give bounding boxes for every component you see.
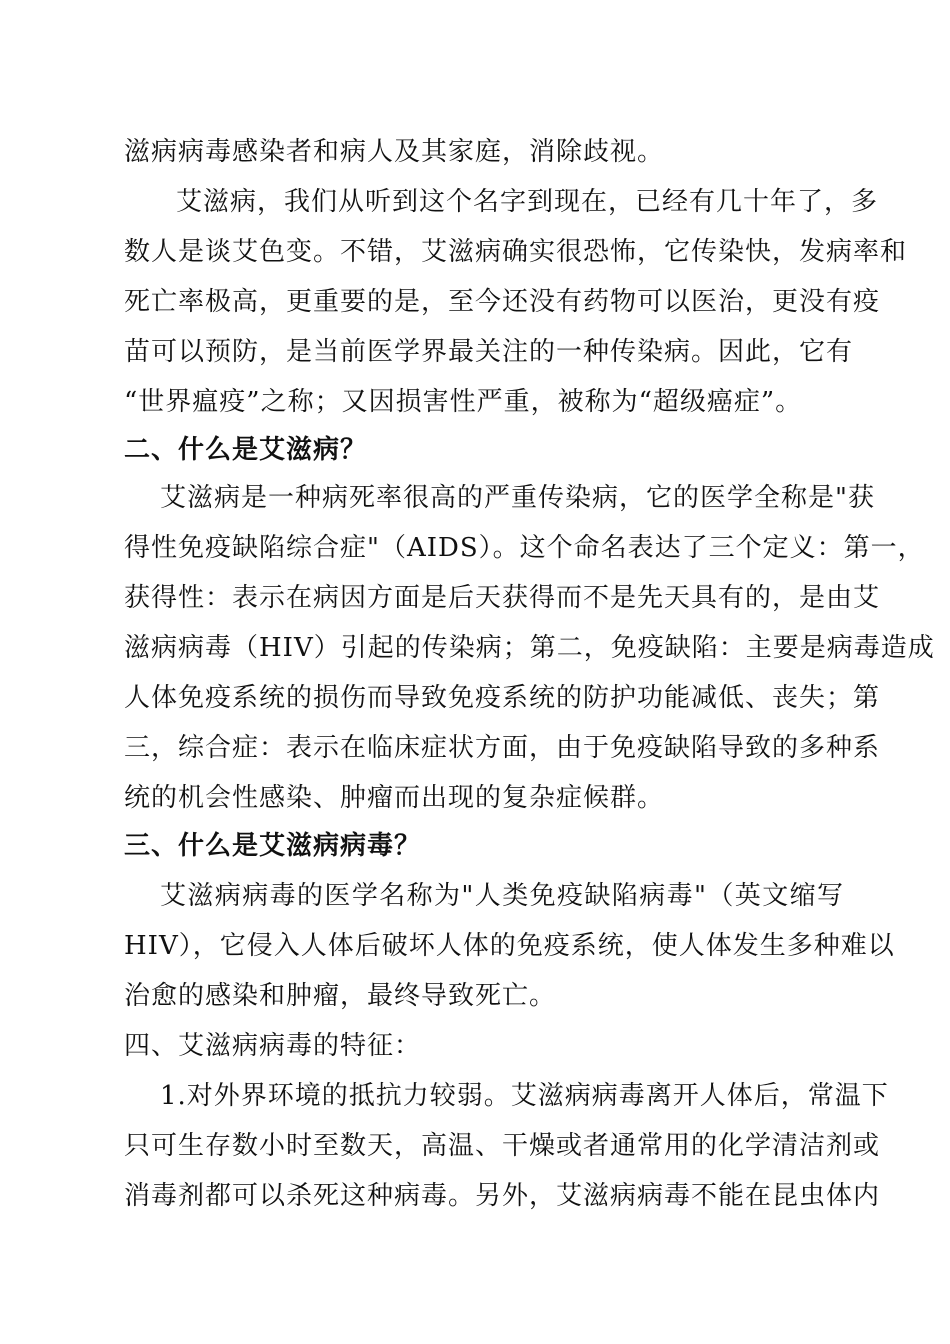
paragraph-line: 统的机会性感染、肿瘤而出现的复杂症候群。	[124, 783, 665, 813]
paragraph-line: 三，综合症：表示在临床症状方面，由于免疫缺陷导致的多种系	[124, 733, 881, 763]
paragraph-line: “世界瘟疫”之称；又因损害性严重，被称为“超级癌症”。	[124, 387, 803, 417]
paragraph-line: 艾滋病，我们从听到这个名字到现在，已经有几十年了，多	[176, 187, 879, 217]
paragraph-line: 滋病病毒（HIV）引起的传染病；第二，免疫缺陷：主要是病毒造成	[124, 633, 935, 663]
paragraph-line: 1.对外界环境的抵抗力较弱。艾滋病病毒离开人体后，常温下	[160, 1081, 889, 1111]
paragraph-line: 艾滋病是一种病死率很高的严重传染病，它的医学全称是"获	[160, 483, 875, 513]
paragraph-line: 数人是谈艾色变。不错，艾滋病确实很恐怖，它传染快，发病率和	[124, 237, 908, 267]
paragraph-line: 得性免疫缺陷综合症"（AIDS）。这个命名表达了三个定义：第一，	[124, 533, 925, 563]
paragraph-line: 治愈的感染和肿瘤，最终导致死亡。	[124, 981, 557, 1011]
paragraph-line: 人体免疫系统的损伤而导致免疫系统的防护功能减低、丧失；第	[124, 683, 881, 713]
paragraph-line: 死亡率极高，更重要的是，至今还没有药物可以医治，更没有疫	[124, 287, 881, 317]
paragraph-line: 滋病病毒感染者和病人及其家庭，消除歧视。	[124, 137, 665, 167]
paragraph-line: 苗可以预防，是当前医学界最关注的一种传染病。因此，它有	[124, 337, 854, 367]
paragraph-line: 获得性：表示在病因方面是后天获得而不是先天具有的，是由艾	[124, 583, 881, 613]
paragraph-line: 消毒剂都可以杀死这种病毒。另外，艾滋病病毒不能在昆虫体内	[124, 1181, 881, 1211]
paragraph-line: 艾滋病病毒的医学名称为"人类免疫缺陷病毒"（英文缩写	[160, 881, 844, 911]
section-heading: 三、什么是艾滋病病毒？	[124, 831, 422, 861]
section-heading: 四、艾滋病病毒的特征：	[124, 1031, 422, 1061]
paragraph-line: HIV），它侵入人体后破坏人体的免疫系统，使人体发生多种难以	[124, 931, 895, 961]
section-heading: 二、什么是艾滋病？	[124, 435, 368, 465]
paragraph-line: 只可生存数小时至数天，高温、干燥或者通常用的化学清洁剂或	[124, 1131, 881, 1161]
